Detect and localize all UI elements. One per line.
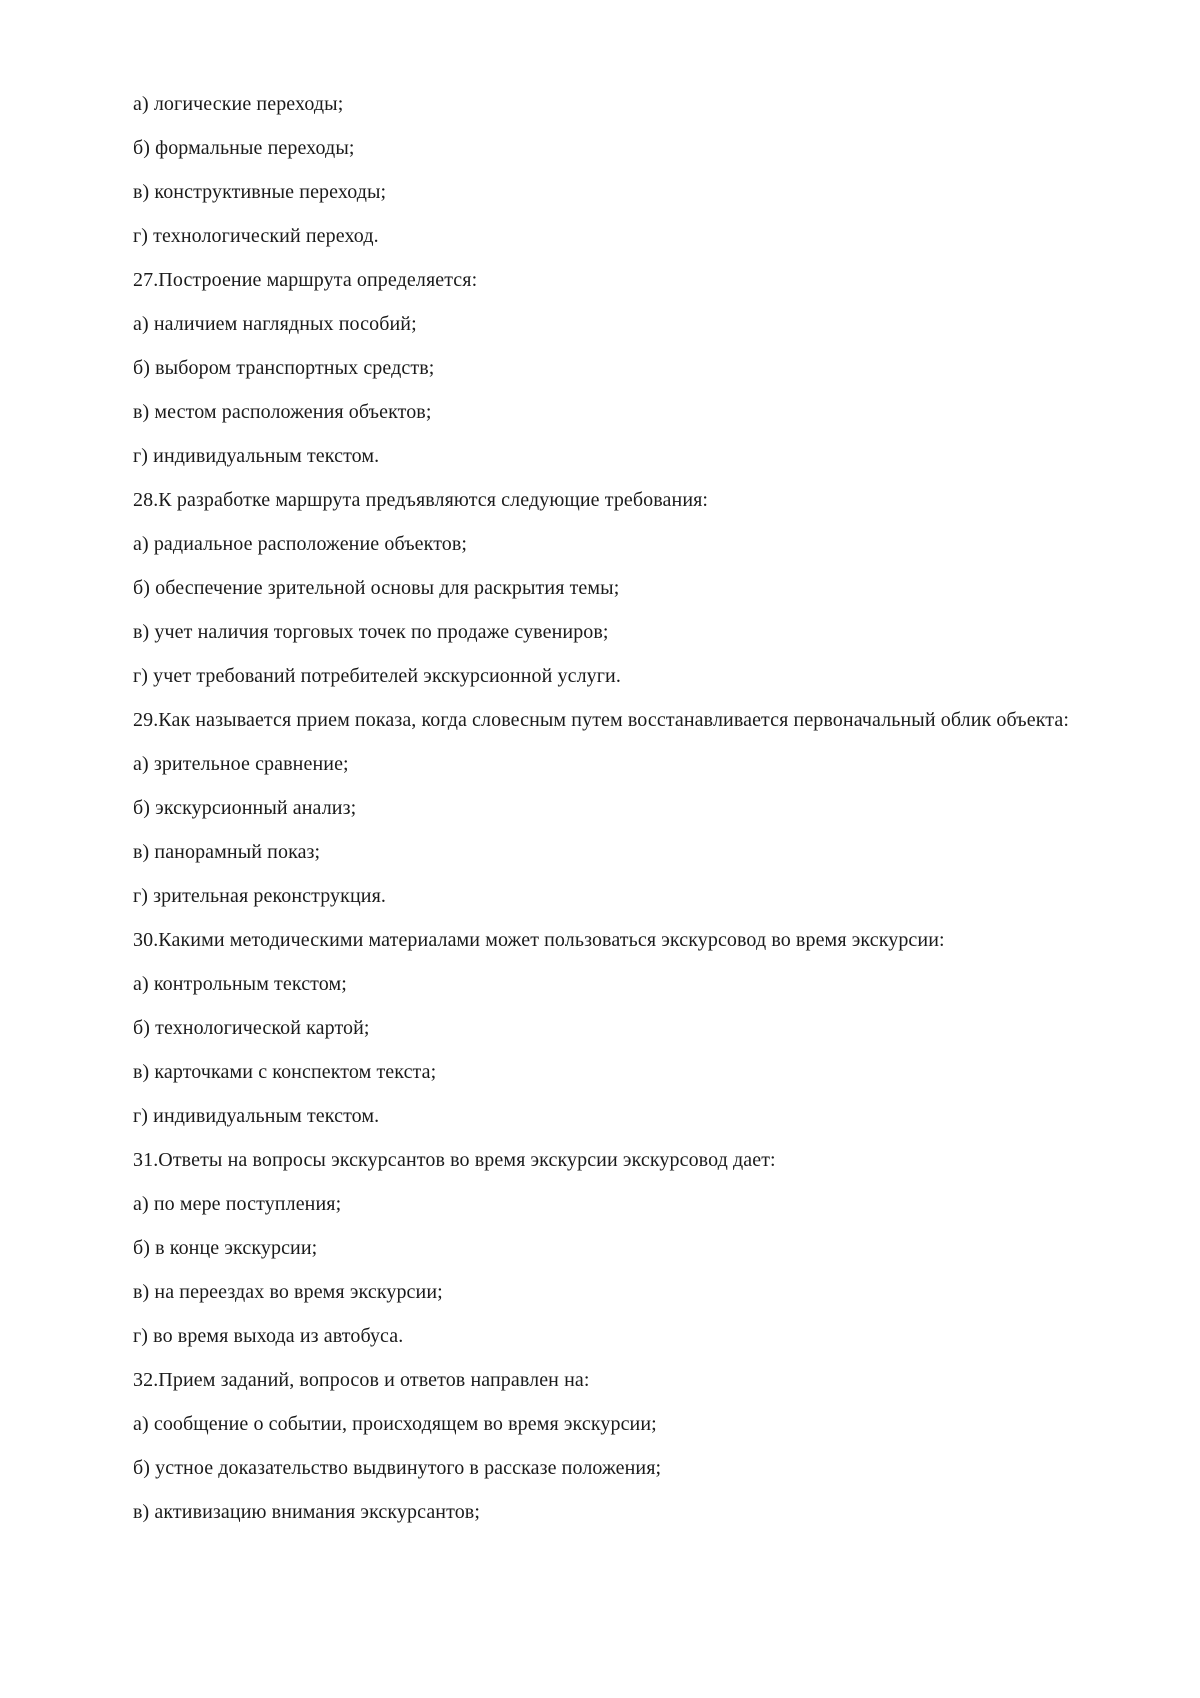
question-text: 30.Какими методическими материалами может пользоваться экскурсовод во время экскурсии: — [133, 929, 945, 951]
question-text: 31.Ответы на вопросы экскурсантов во время экскурсии экскурсовод дает: — [133, 1149, 776, 1171]
question-block-31 — [133, 1148, 1093, 1368]
answer-option: в) панорамный показ; — [133, 841, 321, 863]
answer-option: а) радиальное расположение объектов; — [133, 533, 468, 555]
answer-option: г) учет требований потребителей экскурсионной услуги. — [133, 665, 621, 687]
answer-option: в) карточками с конспектом текста; — [133, 1061, 437, 1083]
question-text: 28.К разработке маршрута предъявляются следующие требования: — [133, 489, 709, 511]
answer-option: а) наличием наглядных пособий; — [133, 313, 417, 335]
answer-option: г) индивидуальным текстом. — [133, 445, 380, 467]
answer-option: г) во время выхода из автобуса. — [133, 1325, 404, 1347]
question-block-27 — [133, 268, 1093, 488]
answer-option: а) логические переходы; — [133, 93, 344, 115]
answer-option: а) контрольным текстом; — [133, 973, 347, 995]
answer-option: б) формальные переходы; — [133, 137, 355, 159]
answer-option: в) местом расположения объектов; — [133, 401, 432, 423]
document-body — [133, 92, 1093, 1544]
answer-option: г) зрительная реконструкция. — [133, 885, 386, 907]
answer-option: б) обеспечение зрительной основы для раскрытия темы; — [133, 577, 620, 599]
answer-option: б) выбором транспортных средств; — [133, 357, 435, 379]
question-block-32 — [133, 1368, 1093, 1544]
question-text: 29.Как называется прием показа, когда словесным путем восстанавливается первоначальный облик объекта: — [133, 709, 1069, 731]
answer-option: а) по мере поступления; — [133, 1193, 342, 1215]
question-block-28 — [133, 488, 1093, 708]
answer-option: в) учет наличия торговых точек по продаже сувениров; — [133, 621, 609, 643]
answer-option: а) зрительное сравнение; — [133, 753, 349, 775]
answer-option: а) сообщение о событии, происходящем во время экскурсии; — [133, 1413, 657, 1435]
question-text: 27.Построение маршрута определяется: — [133, 269, 478, 291]
answer-option: б) технологической картой; — [133, 1017, 370, 1039]
answer-option: б) экскурсионный анализ; — [133, 797, 357, 819]
answer-option: в) на переездах во время экскурсии; — [133, 1281, 443, 1303]
answer-option: в) активизацию внимания экскурсантов; — [133, 1501, 480, 1523]
question-block-30 — [133, 928, 1093, 1148]
answer-option: г) технологический переход. — [133, 225, 379, 247]
answer-option: б) в конце экскурсии; — [133, 1237, 318, 1259]
answer-option: б) устное доказательство выдвинутого в рассказе положения; — [133, 1457, 662, 1479]
question-block-29 — [133, 708, 1093, 928]
question-text: 32.Прием заданий, вопросов и ответов направлен на: — [133, 1369, 590, 1391]
answer-option: г) индивидуальным текстом. — [133, 1105, 380, 1127]
answer-option: в) конструктивные переходы; — [133, 181, 387, 203]
question-block-26 — [133, 92, 1093, 268]
